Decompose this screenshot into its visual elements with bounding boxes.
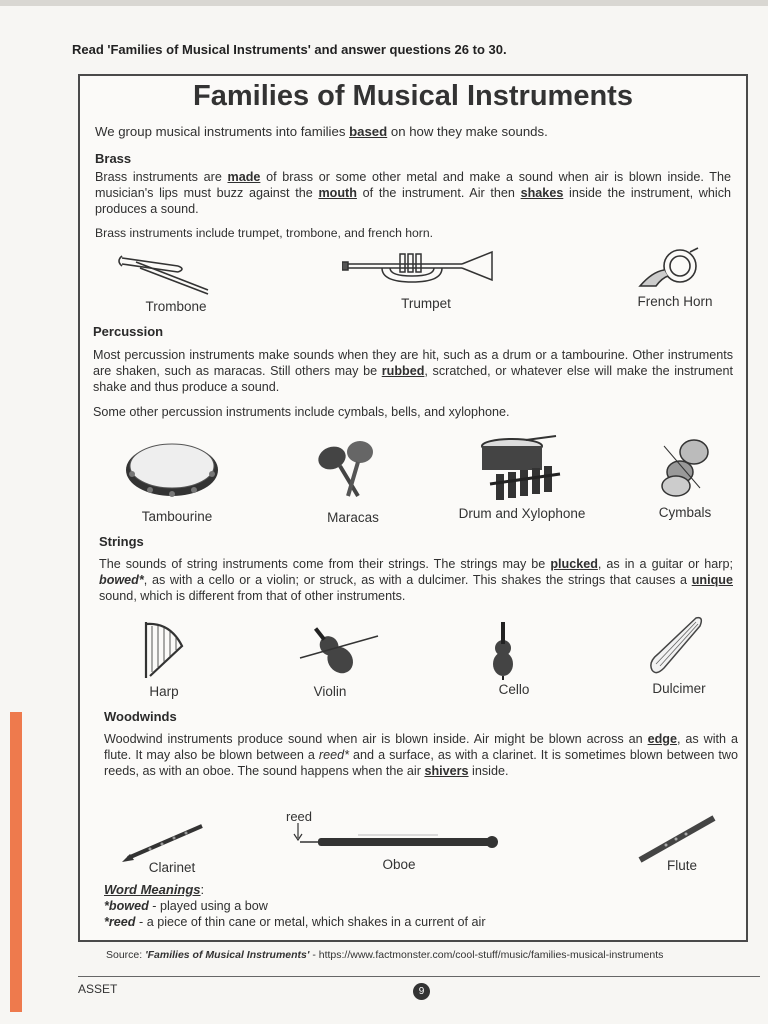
strings-word-bowed: bowed* xyxy=(99,573,144,587)
definition-bowed xyxy=(104,898,268,914)
percussion-word-rubbed: rubbed xyxy=(381,364,425,378)
intro-underlined-word: based xyxy=(349,124,388,139)
caption-harp: Harp xyxy=(149,684,179,699)
orange-margin-strip xyxy=(10,712,22,1012)
strings-paragraph xyxy=(99,556,733,604)
brass-heading: Brass xyxy=(95,151,132,166)
strings-word-unique: unique xyxy=(691,573,733,587)
brass-word-mouth: mouth xyxy=(318,186,357,200)
cello-icon xyxy=(486,620,520,680)
cymbals-icon xyxy=(654,436,714,500)
intro-paragraph xyxy=(95,124,735,140)
definition-text: - a piece of thin cane or metal, which shakes in a current of air xyxy=(135,915,486,929)
brass-text-4: inside the instrument, which produces a sound. xyxy=(95,186,731,216)
source-citation xyxy=(106,949,663,961)
caption-cello: Cello xyxy=(498,682,530,697)
woodwinds-text-1: Woodwind instruments produce sound when air is blown inside. Air might be blown across an xyxy=(104,732,648,746)
brass-text-3: of the instrument. Air then xyxy=(356,186,521,200)
trombone-icon xyxy=(116,252,216,298)
caption-tambourine: Tambourine xyxy=(141,509,213,524)
caption-maracas: Maracas xyxy=(327,510,379,525)
caption-french-horn: French Horn xyxy=(637,294,713,309)
caption-flute: Flute xyxy=(666,858,697,873)
woodwinds-word-shivers: shivers xyxy=(424,764,469,778)
percussion-text-2: , scratched, or whatever else will make the instrument shake and thus produce a sound. xyxy=(93,364,734,394)
brass-word-shakes: shakes xyxy=(520,186,564,200)
strings-heading: Strings xyxy=(99,534,144,549)
word-meanings-title: Word Meanings xyxy=(104,882,201,897)
passage-title: Families of Musical Instruments xyxy=(193,80,633,112)
woodwinds-word-edge: edge xyxy=(647,732,677,746)
percussion-list-paragraph: Some other percussion instruments include cymbals, bells, and xylophone. xyxy=(93,405,510,419)
woodwinds-text-3: and a surface, as with a clarinet. It is sometimes blown between two reeds, as with an oboe. The sound happens when the air xyxy=(104,748,738,778)
caption-oboe: Oboe xyxy=(382,857,416,872)
percussion-text-1: Most percussion instruments make sounds when they are hit, such as a drum or a tambourine. Other instruments are shaken, such as maracas. Still others may be xyxy=(93,348,733,378)
word-meanings-heading xyxy=(104,882,204,898)
caption-cymbals: Cymbals xyxy=(658,505,712,520)
violin-icon xyxy=(298,618,382,682)
source-title: 'Families of Musical Instruments' xyxy=(145,949,310,961)
percussion-heading: Percussion xyxy=(93,324,164,339)
page-number-badge: 9 xyxy=(413,983,430,1000)
woodwinds-text-4: inside. xyxy=(468,764,509,778)
woodwinds-word-reed: reed* xyxy=(318,748,350,762)
footer-divider xyxy=(78,976,760,977)
dulcimer-icon xyxy=(646,614,706,678)
footer-asset-label: ASSET xyxy=(78,982,118,996)
woodwinds-heading: Woodwinds xyxy=(104,709,177,724)
page-top-edge xyxy=(0,0,768,6)
word-meanings-colon: : xyxy=(200,882,205,897)
harp-icon xyxy=(140,620,188,682)
definition-text: - played using a bow xyxy=(148,899,268,913)
woodwinds-text-2: , as with a flute. It may also be blown between a xyxy=(104,732,738,762)
caption-dulcimer: Dulcimer xyxy=(652,681,706,696)
passage-frame xyxy=(78,74,748,942)
caption-drum-and-xylophone: Drum and Xylophone xyxy=(458,506,586,521)
definition-term: *bowed xyxy=(104,899,149,913)
drum-and-xylophone-icon xyxy=(476,434,564,502)
strings-text-4: sound, which is different from that of other instruments. xyxy=(99,589,406,603)
strings-word-plucked: plucked xyxy=(550,557,598,571)
trumpet-icon xyxy=(342,246,496,292)
intro-text-a: We group musical instruments into families xyxy=(95,124,350,139)
tambourine-icon xyxy=(122,438,222,502)
brass-paragraph xyxy=(95,169,731,217)
caption-trumpet: Trumpet xyxy=(401,296,451,311)
source-label: Source: xyxy=(106,949,146,961)
definition-reed xyxy=(104,914,486,930)
strings-text-1: The sounds of string instruments come from their strings. The strings may be xyxy=(99,557,551,571)
strings-text-3: , as with a cello or a violin; or struck, as with a dulcimer. This shakes the strings that causes a xyxy=(143,573,692,587)
brass-text-1: Brass instruments are xyxy=(95,170,228,184)
brass-word-made: made xyxy=(227,170,261,184)
caption-clarinet: Clarinet xyxy=(148,860,196,875)
oboe-icon xyxy=(298,831,500,853)
maracas-icon xyxy=(314,438,378,500)
instruction-text: Read 'Families of Musical Instruments' and answer questions 26 to 30. xyxy=(72,42,507,57)
reed-label: reed xyxy=(286,809,313,824)
brass-text-2: of brass or some other metal and make a sound when air is blown inside. The musician's lips must buzz against the xyxy=(95,170,731,200)
woodwinds-paragraph xyxy=(104,731,738,779)
percussion-paragraph xyxy=(93,347,733,395)
french-horn-icon xyxy=(634,246,704,290)
brass-list-paragraph: Brass instruments include trumpet, trombone, and french horn. xyxy=(95,226,434,240)
source-url: - https://www.factmonster.com/cool-stuff/music/families-musical-instruments xyxy=(309,949,664,961)
caption-trombone: Trombone xyxy=(145,299,207,314)
strings-text-2: , as in a guitar or harp; xyxy=(597,557,733,571)
caption-violin: Violin xyxy=(313,684,347,699)
definition-term: *reed xyxy=(104,915,136,929)
intro-text-b: on how they make sounds. xyxy=(387,124,548,139)
